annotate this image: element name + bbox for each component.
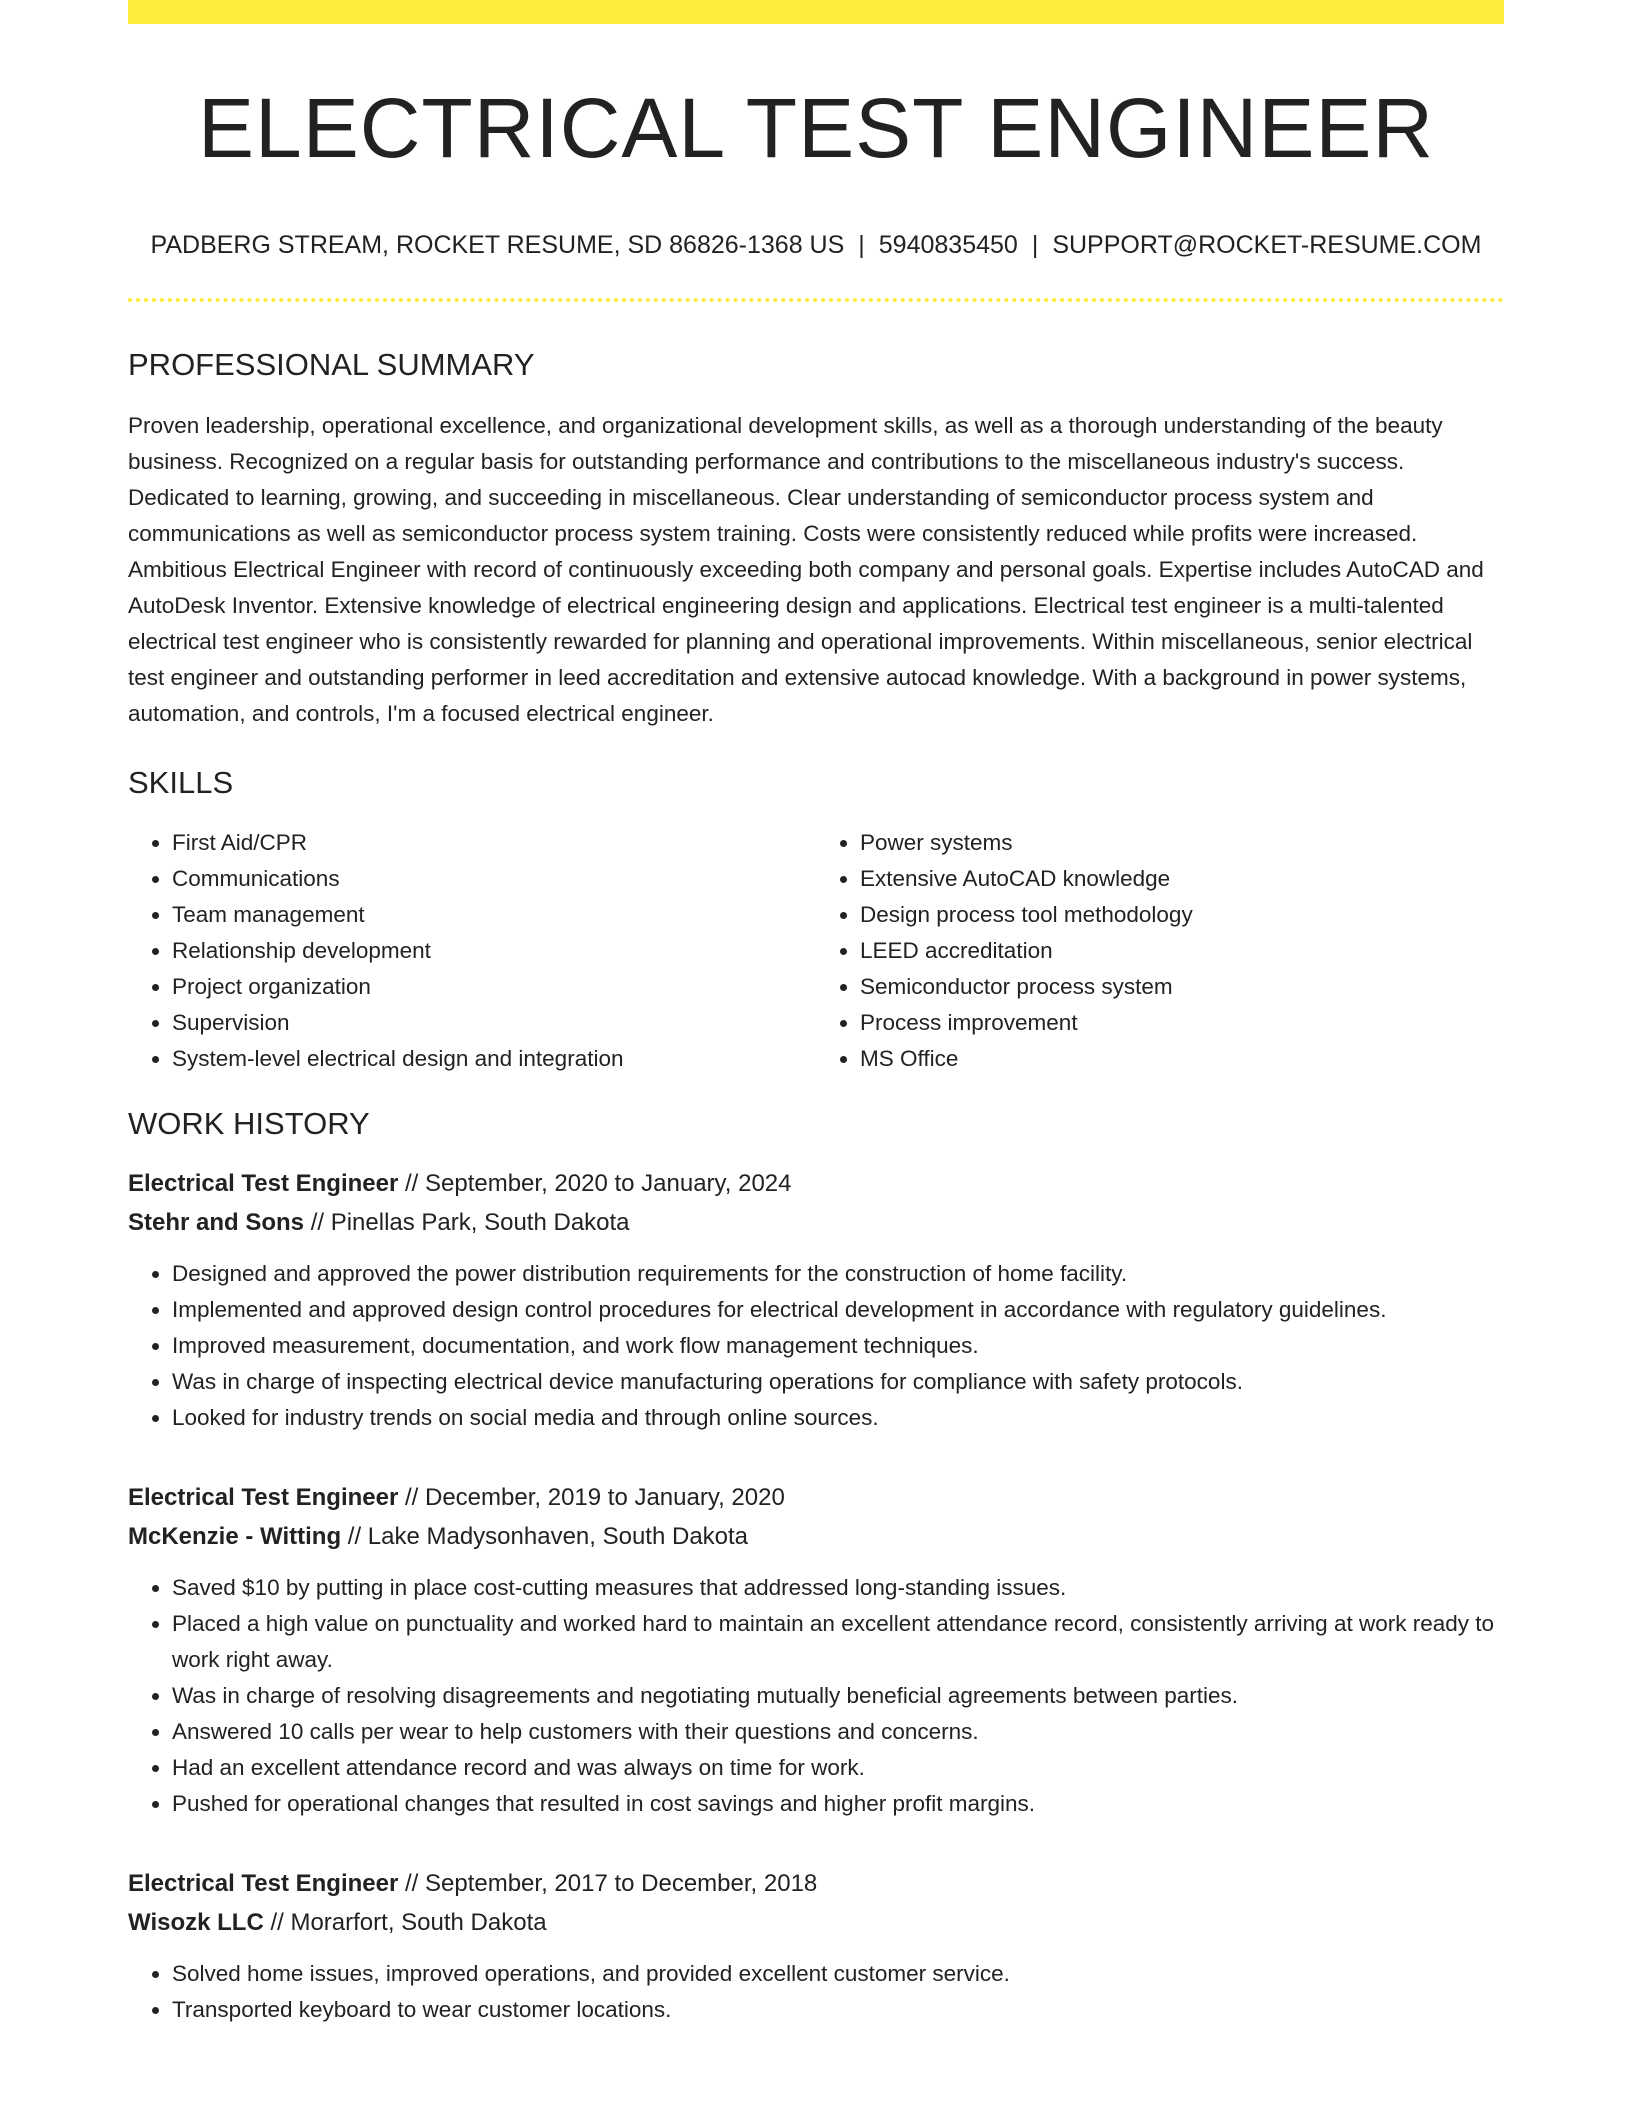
job-role: Electrical Test Engineer <box>128 1869 399 1897</box>
job-entry <box>128 1478 1504 1822</box>
skill-item: • Power systems <box>860 825 1504 861</box>
job-company: Stehr and Sons <box>128 1208 305 1236</box>
skills-list <box>128 825 1504 1077</box>
skill-item: • MS Office <box>860 1041 1504 1077</box>
job-bullet: • Solved home issues, improved operations, and provided excellent customer service. <box>172 1956 1504 1992</box>
skill-item: • System-level electrical design and integration <box>172 1041 816 1077</box>
resume-page <box>128 0 1504 2028</box>
skill-item: • Relationship development <box>172 933 816 969</box>
skill-item: • Team management <box>172 897 816 933</box>
job-entry <box>128 1864 1504 2028</box>
skill-item: • Extensive AutoCAD knowledge <box>860 861 1504 897</box>
separator: | <box>1031 231 1039 260</box>
job-bullet: • Implemented and approved design control procedures for electrical development in accordance with regulatory guidelines. <box>172 1292 1504 1328</box>
resume-title: ELECTRICAL TEST ENGINEER <box>197 81 1435 175</box>
job-bullets <box>128 1956 1504 2028</box>
phone: 5940835450 <box>878 231 1018 260</box>
separator: | <box>858 231 865 260</box>
job-bullet: • Improved measurement, documentation, and work flow management techniques. <box>172 1328 1504 1364</box>
job-role: Electrical Test Engineer <box>128 1169 399 1197</box>
job-company-line <box>128 1203 1504 1242</box>
skills-heading: SKILLS <box>128 764 234 800</box>
address: PADBERG STREAM, ROCKET RESUME, SD 86826-1368 US <box>150 231 845 260</box>
skills-column-left <box>128 825 816 1077</box>
skill-item: • First Aid/CPR <box>172 825 816 861</box>
skill-item: • Process improvement <box>860 1005 1504 1041</box>
skill-item: • Design process tool methodology <box>860 897 1504 933</box>
summary-text: Proven leadership, operational excellence, and organizational development skills, as well as a thorough understanding of the beauty business. Recognized on a regular basis for outstanding performance and contributions to the miscellaneous industry's success. Dedicated to learning, growing, and succeeding in miscellaneous. Clear understanding of semiconductor process system and communications as well as semiconductor process system training. Costs were consistently reduced while profits were increased. Ambitious Electrical Engineer with record of continuously exceeding both company and personal goals. Expertise includes AutoCAD and AutoDesk Inventor. Extensive knowledge of electrical engineering design and applications. Electrical test engineer is a multi-talented electrical test engineer who is consistently rewarded for planning and operational improvements. Within miscellaneous, senior electrical test engineer and outstanding performer in leed accreditation and extensive autocad knowledge. With a background in power systems, automation, and controls, I'm a focused electrical engineer. <box>128 412 1484 726</box>
job-bullet: • Had an excellent attendance record and was always on time for work. <box>172 1750 1504 1786</box>
skills-column-right <box>816 825 1504 1077</box>
summary-heading: PROFESSIONAL SUMMARY <box>128 347 535 383</box>
skill-item: • Supervision <box>172 1005 816 1041</box>
job-bullet: • Designed and approved the power distribution requirements for the construction of home facility. <box>172 1256 1504 1292</box>
job-company: Wisozk LLC <box>128 1908 264 1936</box>
job-location: // Pinellas Park, South Dakota <box>304 1208 630 1236</box>
job-bullets <box>128 1256 1504 1436</box>
job-bullet: • Was in charge of resolving disagreements and negotiating mutually beneficial agreements between parties. <box>172 1678 1504 1714</box>
job-title-line <box>128 1164 1504 1203</box>
job-dates: // December, 2019 to January, 2020 <box>398 1483 785 1511</box>
job-company-line <box>128 1903 1504 1942</box>
job-title-line <box>128 1864 1504 1903</box>
dotted-divider <box>128 298 1504 302</box>
skill-item: • LEED accreditation <box>860 933 1504 969</box>
job-bullet: • Was in charge of inspecting electrical device manufacturing operations for compliance with safety protocols. <box>172 1364 1504 1400</box>
skill-item: • Project organization <box>172 969 816 1005</box>
job-entry <box>128 1164 1504 1436</box>
accent-bar <box>128 0 1504 24</box>
job-bullet: • Looked for industry trends on social media and through online sources. <box>172 1400 1504 1436</box>
job-location: // Lake Madysonhaven, South Dakota <box>341 1522 749 1550</box>
skill-item: • Semiconductor process system <box>860 969 1504 1005</box>
job-company-line <box>128 1517 1504 1556</box>
job-bullet: • Placed a high value on punctuality and worked hard to maintain an excellent attendance record, consistently arriving at work ready to work right away. <box>172 1606 1504 1678</box>
job-bullet: • Answered 10 calls per wear to help customers with their questions and concerns. <box>172 1714 1504 1750</box>
skill-item: • Communications <box>172 861 816 897</box>
job-dates: // September, 2017 to December, 2018 <box>398 1869 818 1897</box>
work-history-heading: WORK HISTORY <box>128 1105 370 1141</box>
job-role: Electrical Test Engineer <box>128 1483 399 1511</box>
job-title-line <box>128 1478 1504 1517</box>
job-bullet: • Saved $10 by putting in place cost-cutting measures that addressed long-standing issues. <box>172 1570 1504 1606</box>
job-bullet: • Transported keyboard to wear customer locations. <box>172 1992 1504 2028</box>
job-bullet: • Pushed for operational changes that resulted in cost savings and higher profit margins. <box>172 1786 1504 1822</box>
job-bullets <box>128 1570 1504 1822</box>
job-company: McKenzie - Witting <box>128 1522 342 1550</box>
email: SUPPORT@ROCKET-RESUME.COM <box>1052 231 1482 260</box>
job-location: // Morarfort, South Dakota <box>263 1908 547 1936</box>
contact-line <box>128 230 1504 260</box>
job-dates: // September, 2020 to January, 2024 <box>398 1169 792 1197</box>
